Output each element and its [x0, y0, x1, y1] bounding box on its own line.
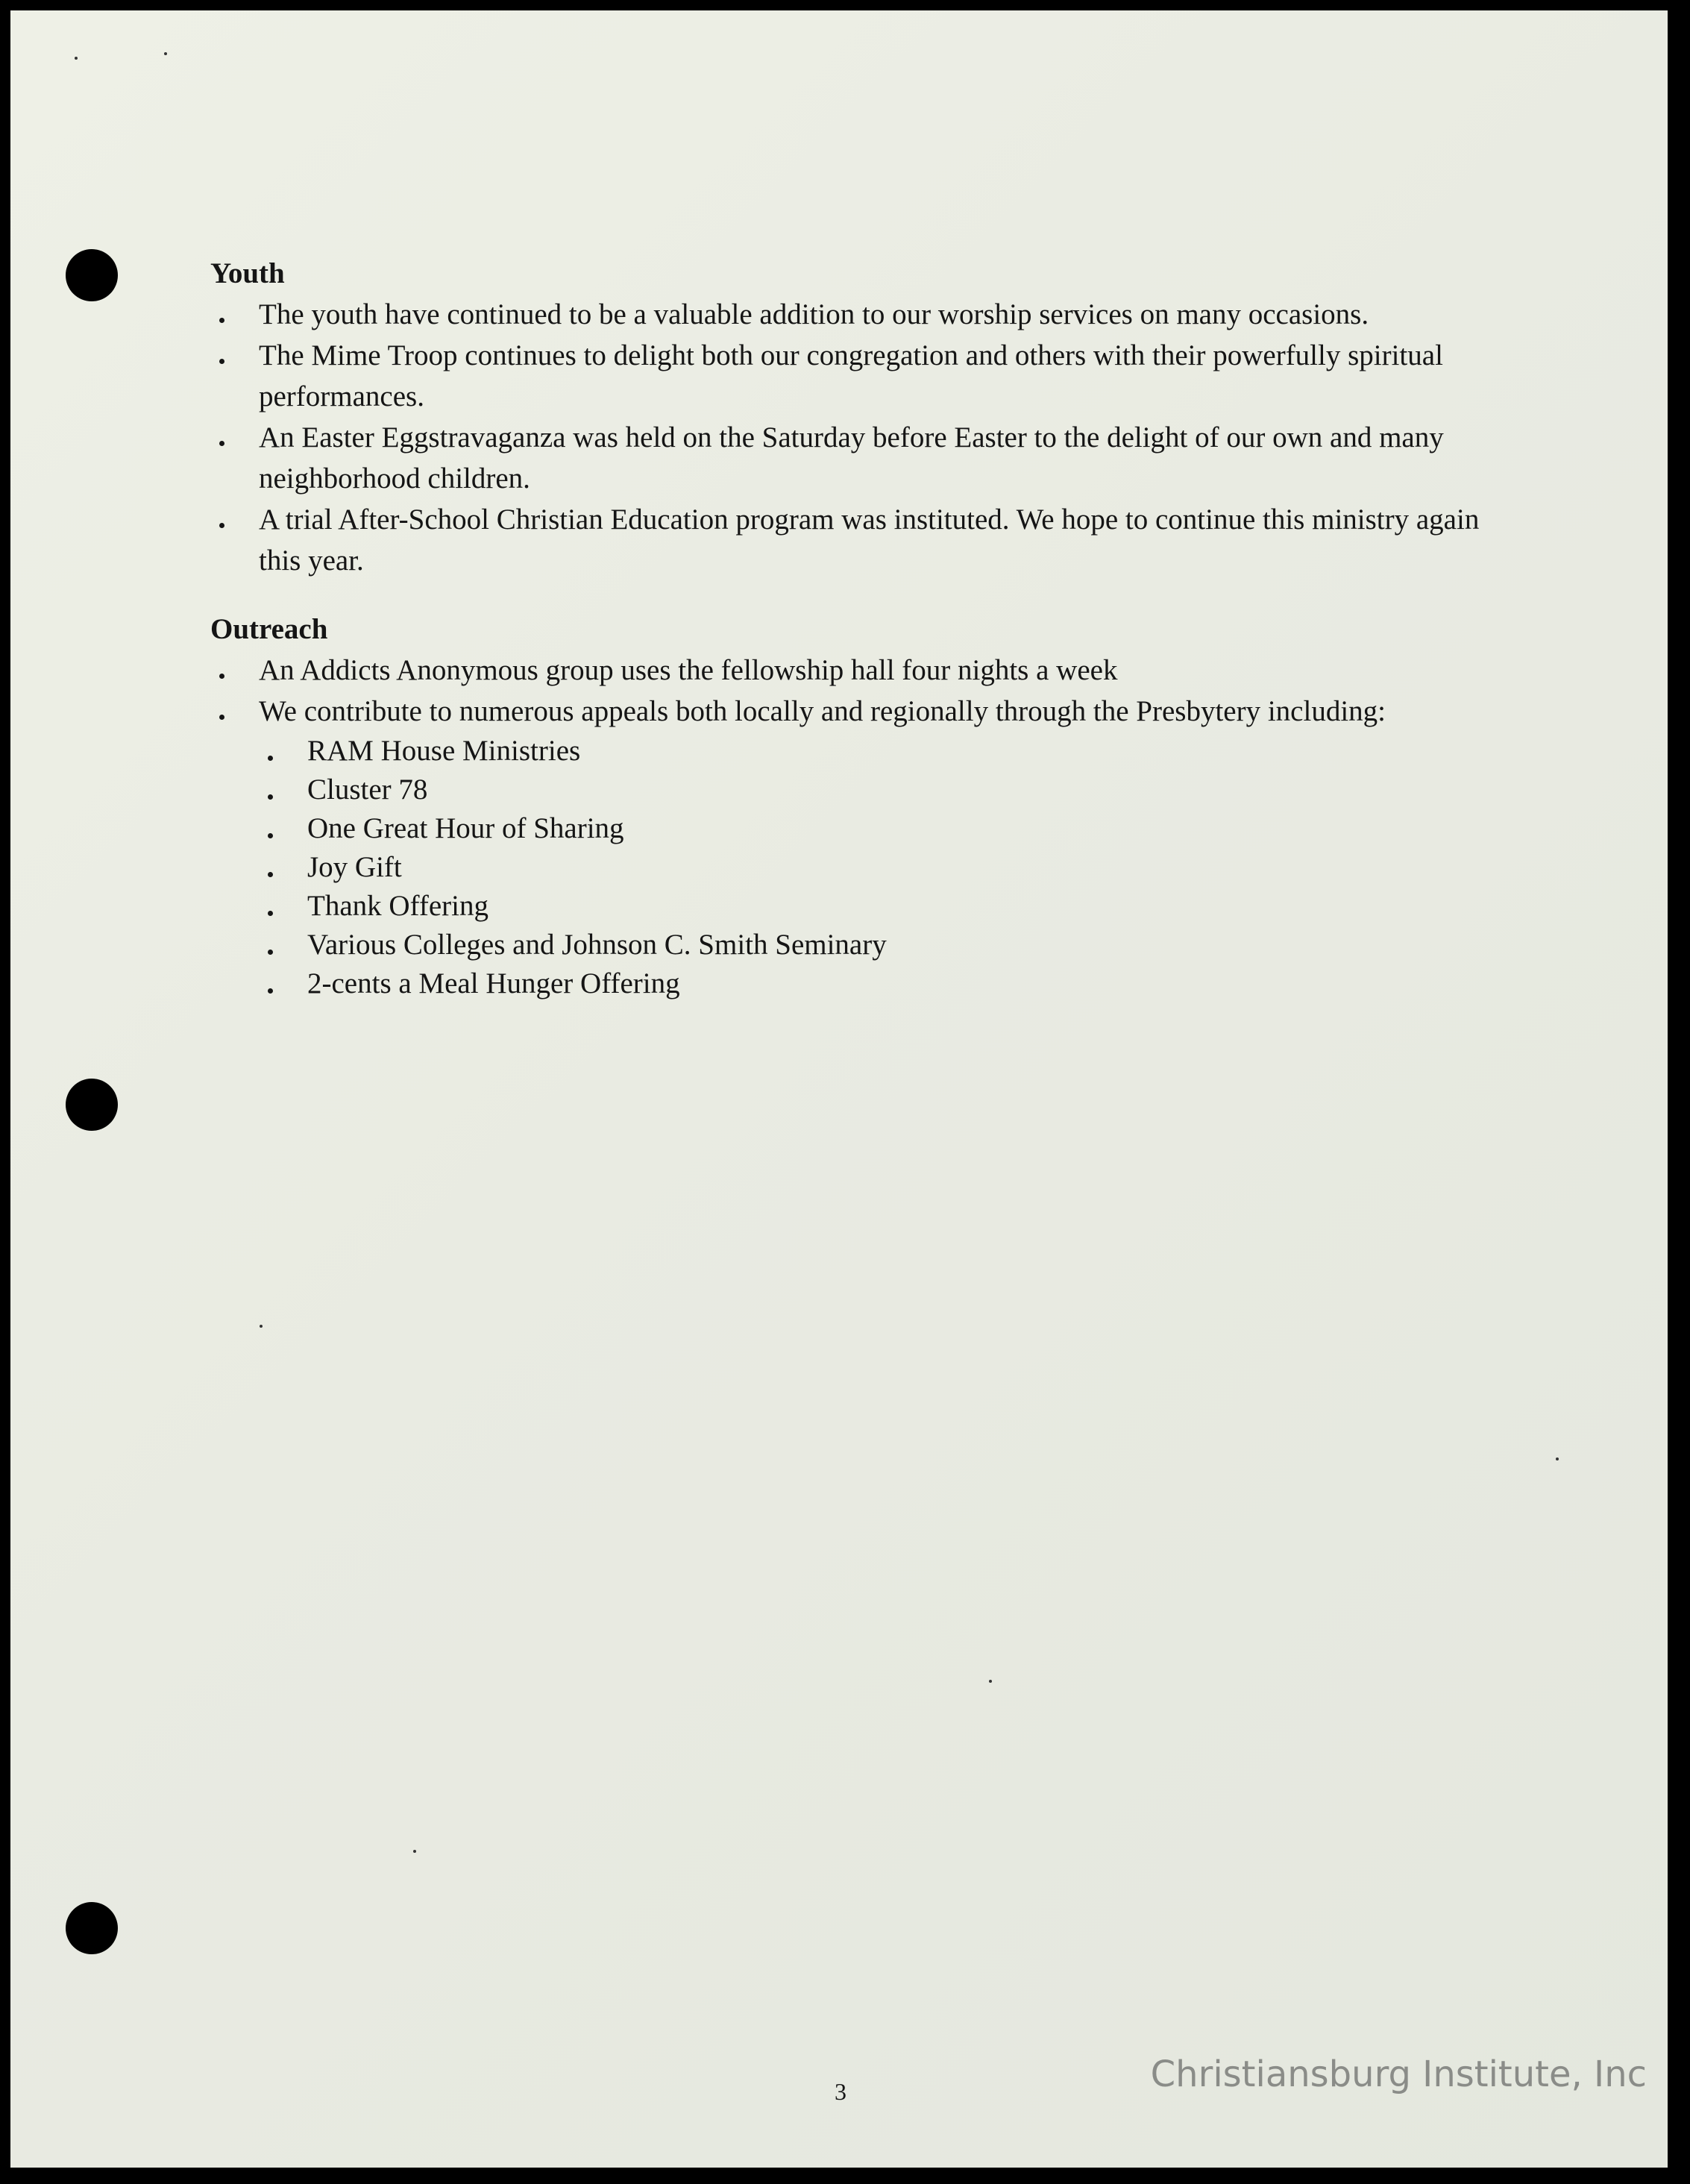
paper-speck — [989, 1680, 992, 1683]
paper-speck — [164, 52, 167, 55]
punch-hole-top — [66, 249, 118, 301]
paper-speck — [260, 1325, 263, 1328]
appeals-sublist — [259, 732, 1493, 1003]
document-page — [10, 10, 1668, 2168]
sublist-item: RAM House Ministries — [259, 732, 1493, 771]
sublist-item: 2-cents a Meal Hunger Offering — [259, 964, 1493, 1003]
archive-watermark: Christiansburg Institute, Inc — [1150, 2053, 1647, 2095]
section-heading: Youth — [210, 257, 285, 289]
paper-speck — [75, 57, 78, 60]
youth-list — [210, 294, 1493, 581]
sublist-item: Thank Offering — [259, 887, 1493, 926]
outreach-section — [210, 612, 1493, 1003]
youth-section — [210, 257, 1493, 581]
list-item: A trial After-School Christian Education program was instituted. We hope to continue this ministry again this year. — [210, 499, 1493, 581]
list-item-text: We contribute to numerous appeals both locally and regionally through the Presbytery including: — [259, 695, 1386, 727]
list-item: An Addicts Anonymous group uses the fellowship hall four nights a week — [210, 650, 1493, 691]
paper-speck — [413, 1850, 416, 1853]
list-item: The Mime Troop continues to delight both our congregation and others with their powerfully spiritual performances. — [210, 335, 1493, 417]
paper-speck — [1556, 1457, 1559, 1460]
list-item: An Easter Eggstravaganza was held on the Saturday before Easter to the delight of our own and many neighborhood children. — [210, 417, 1493, 499]
report-content — [210, 257, 1493, 1035]
sublist-item: Cluster 78 — [259, 771, 1493, 809]
outreach-list — [210, 650, 1493, 1003]
section-heading: Outreach — [210, 613, 328, 645]
page-number: 3 — [835, 2078, 846, 2105]
sublist-item: One Great Hour of Sharing — [259, 809, 1493, 848]
list-item: The youth have continued to be a valuable addition to our worship services on many occasions. — [210, 294, 1493, 335]
punch-hole-middle — [66, 1079, 118, 1131]
punch-hole-bottom — [66, 1902, 118, 1954]
sublist-item: Joy Gift — [259, 848, 1493, 887]
list-item — [210, 691, 1493, 1003]
sublist-item: Various Colleges and Johnson C. Smith Seminary — [259, 926, 1493, 964]
